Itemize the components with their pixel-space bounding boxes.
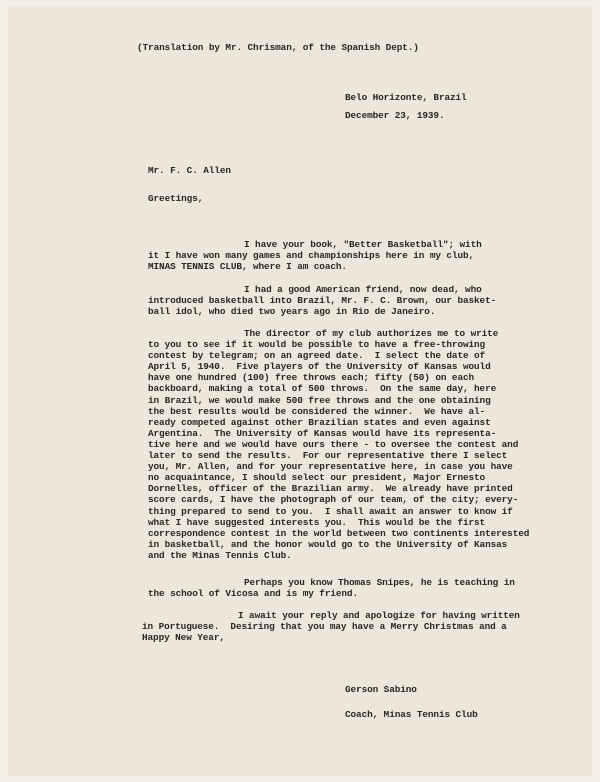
- letter-line: ball idol, who died two years ago in Rio de Janeiro.: [148, 306, 436, 318]
- letter-line: what I have suggested interests you. This would be the first: [148, 516, 486, 528]
- letter-line: ready competed against other Brazilian states and even against: [148, 416, 491, 428]
- letter-line: Argentina. The University of Kansas would have its representa-: [148, 427, 497, 439]
- paragraph-3: [148, 328, 529, 561]
- paragraph-1: [148, 239, 482, 272]
- letter-line: to you to see if it would be possible to have a free-throwing: [148, 339, 486, 351]
- letter-line: score cards, I have the photograph of our team, of the city; every-: [148, 494, 519, 506]
- letter-line: I had a good American friend, now dead, who: [244, 284, 482, 295]
- paragraph-4: [148, 577, 515, 599]
- letter-line: Happy New Year,: [142, 632, 225, 644]
- date: December 23, 1939.: [345, 110, 445, 121]
- letter-line: and the Minas Tennis Club.: [148, 549, 292, 561]
- salutation: Greetings,: [148, 193, 204, 204]
- letter-line: in Portuguese. Desiring that you may have a Merry Christmas and a: [142, 621, 507, 633]
- letter-line: I have your book, "Better Basketball"; with: [244, 239, 482, 250]
- letter-line: have one hundred (100) free throws each; fifty (50) on each: [148, 372, 475, 384]
- letter-line: introduced basketball into Brazil, Mr. F. C. Brown, our basket-: [148, 295, 497, 307]
- letter-line: in Brazil, we would make 500 free throws and the one obtaining: [148, 394, 491, 406]
- letter-line: the best results would be considered the winner. We have al-: [148, 405, 486, 417]
- letter-line: Dornelles, officer of the Brazilian army. We already have printed: [148, 483, 513, 495]
- letter-line: backboard, making a total of 500 throws. On the same day, here: [148, 383, 497, 395]
- signature-title: Coach, Minas Tennis Club: [345, 709, 478, 720]
- translation-note: (Translation by Mr. Chrisman, of the Spanish Dept.): [137, 42, 419, 53]
- letter-line: you, Mr. Allen, and for your representative here, in case you have: [148, 461, 513, 473]
- letter-line: it I have won many games and championships here in my club,: [148, 250, 475, 262]
- letter-line: The director of my club authorizes me to write: [244, 328, 499, 339]
- letter-line: thing prepared to send to you. I shall await an answer to know if: [148, 505, 513, 517]
- letter-line: April 5, 1940. Five players of the University of Kansas would: [148, 361, 491, 373]
- letter-line: contest by telegram; on an agreed date. I select the date of: [148, 350, 486, 362]
- letter-line: I await your reply and apologize for having written: [238, 610, 520, 621]
- letter-line: correspondence contest in the world between two continents interested: [148, 527, 530, 539]
- location: Belo Horizonte, Brazil: [345, 92, 467, 103]
- letter-line: in basketball, and the honor would go to the University of Kansas: [148, 538, 508, 550]
- letter-line: Perhaps you know Thomas Snipes, he is teaching in: [244, 577, 515, 588]
- letter-line: MINAS TENNIS CLUB, where I am coach.: [148, 261, 347, 273]
- recipient: Mr. F. C. Allen: [148, 165, 231, 176]
- letter-line: the school of Vicosa and is my friend.: [148, 588, 358, 600]
- letter-line: later to send the results. For our representative there I select: [148, 450, 508, 462]
- letter-line: tive here and we would have ours there - to oversee the contest and: [148, 438, 519, 450]
- letter-line: no acquaintance, I should select our president, Major Ernesto: [148, 472, 486, 484]
- paragraph-2: [148, 284, 496, 317]
- signature-name: Gerson Sabino: [345, 684, 417, 695]
- paragraph-5: [142, 610, 520, 643]
